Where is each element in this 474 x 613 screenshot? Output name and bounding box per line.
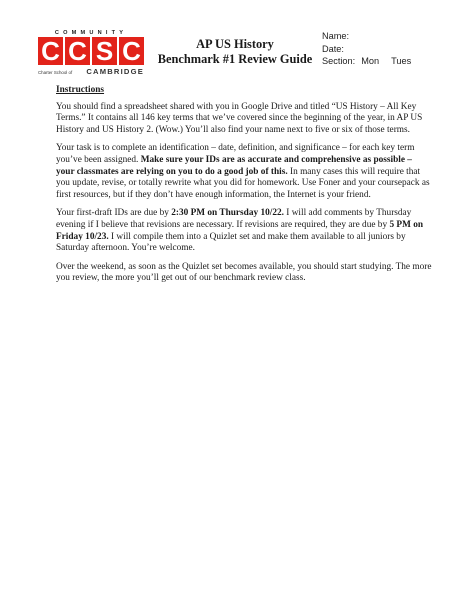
logo-letter: S — [92, 37, 117, 65]
logo-letter: C — [65, 37, 90, 65]
paragraph-3-text: I will add comments by Thursday evening if I believe that revisions are necessary. If revisions are required, they are due by — [56, 208, 412, 230]
revision-deadline: 5 PM on Friday 10/23. — [56, 219, 424, 242]
date-field-label: Date: — [322, 43, 344, 54]
logo-letter: C — [38, 37, 63, 65]
instructions-body — [56, 85, 432, 292]
first-draft-deadline: 2:30 PM on Thursday 10/22. — [171, 208, 284, 219]
logo-letter: C — [119, 37, 144, 65]
logo-city-text: CAMBRIDGE — [86, 67, 144, 76]
paragraph-2-bold: Make sure your IDs are as accurate and comprehensive as possible – your classmates are relying on you to do a good job of this. — [56, 154, 412, 177]
paragraph-4: Over the weekend, as soon as the Quizlet set becomes available, you should start studying. The more you review, the more you’ll get out of our benchmark review class. — [56, 261, 432, 284]
logo-letter-row — [38, 37, 144, 65]
title-line-2: Benchmark #1 Review Guide — [157, 52, 313, 66]
title-line-1: AP US History — [196, 37, 274, 51]
student-info-fields — [322, 30, 411, 68]
paragraph-3 — [56, 208, 432, 254]
section-field — [322, 55, 411, 68]
section-option-mon: Mon — [361, 56, 380, 67]
instructions-heading: Instructions — [56, 85, 105, 95]
paragraph-2 — [56, 143, 432, 201]
paragraph-2-text: Your task is to complete an identification – date, definition, and significance – for each key term you’ve been assigned. — [56, 143, 415, 165]
logo-sub-text: Charter School of — [38, 70, 73, 75]
school-logo — [38, 30, 144, 78]
name-field-label: Name: — [322, 31, 350, 41]
paragraph-1: You should find a spreadsheet shared with you in Google Drive and titled “US History – All Key Terms.” It contains all 146 key terms that we’ve covered since the beginning of the year, in AP US History and US History 2. (Wow.) You’ll also find your name next to five or six of those terms. — [56, 101, 423, 135]
section-option-tues: Tues — [391, 56, 412, 67]
logo-bottom-row — [38, 67, 144, 76]
document-title — [150, 37, 320, 67]
paragraph-2-text: In many cases this will require that you update, revise, or totally rewrite what you did for homework. Use Foner and your coursepack as first resources, but if they don’t have enough information, the Internet is your friend. — [56, 166, 430, 200]
logo-top-text: COMMUNITY — [54, 30, 128, 36]
paragraph-3-text: I will compile them into a Quizlet set and make them available to all juniors by Saturday afternoon. You’re welcome. — [56, 231, 406, 254]
paragraph-3-text: Your first-draft IDs are due by — [56, 208, 172, 219]
section-field-label: Section: — [322, 56, 356, 67]
